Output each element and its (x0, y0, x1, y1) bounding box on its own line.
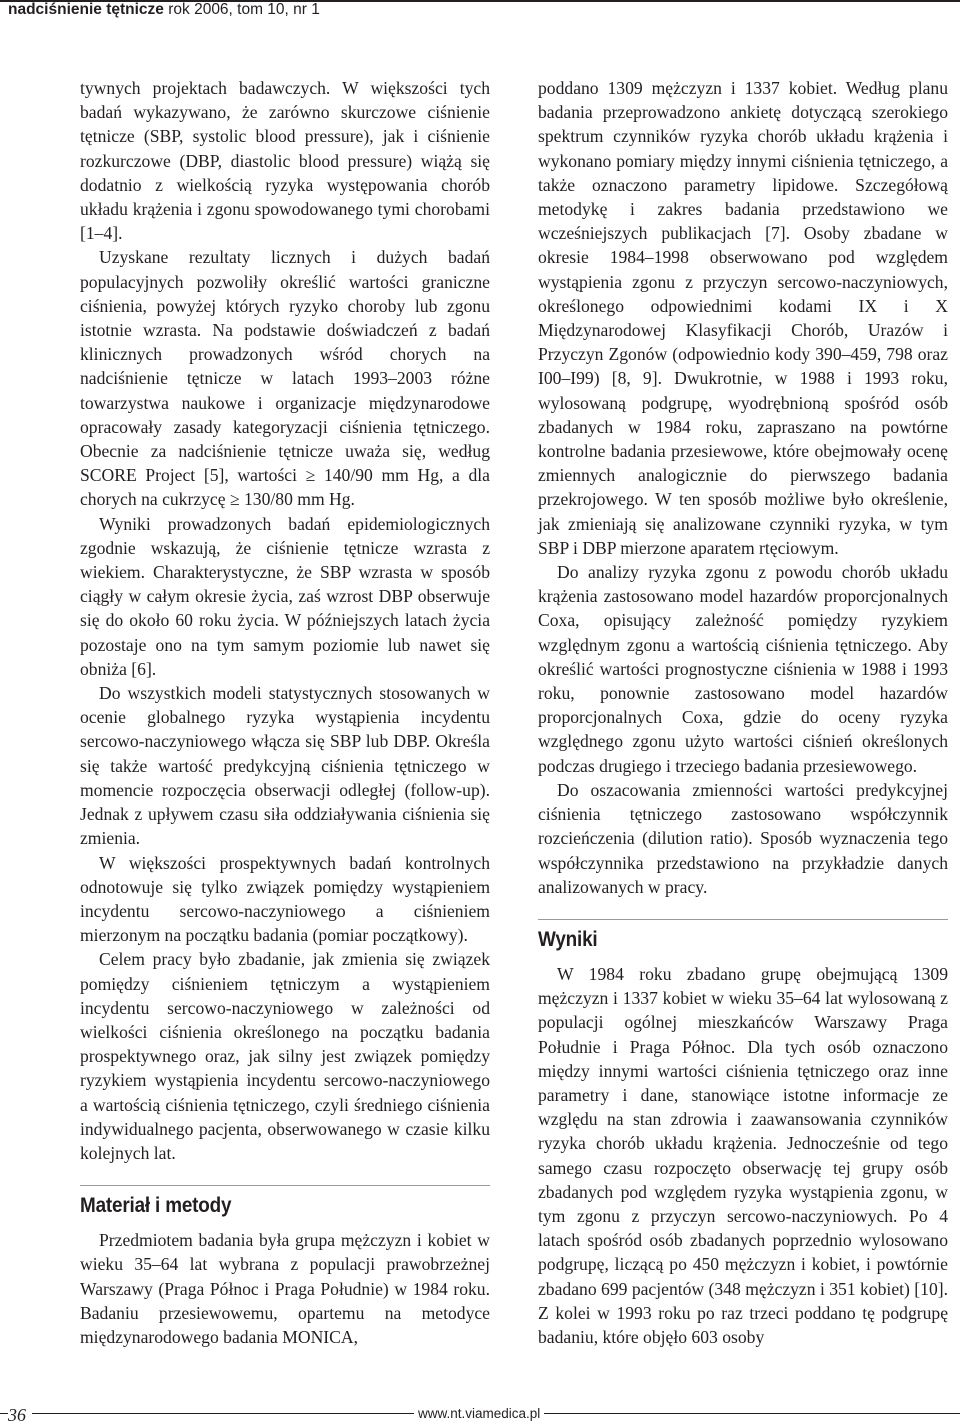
paragraph: Do analizy ryzyka zgonu z powodu chorób układu krążenia zastosowano model hazardów proporcjonalnych Coxa, opisujący zależność pomiędzy ryzykiem względnym zgonu a wartością ciśnienia tętniczego. Aby określić wartości prognostyczne ciśnienia w 1988 i 1993 roku, ponownie zastosowano model hazardów proporcjonalnych Coxa, gdzie do oceny ryzyka względnego zgonu użyto wartości ciśnień określonych podczas drugiego i trzeciego badania przesiewowego. (538, 562, 948, 776)
paragraph: Celem pracy było zbadanie, jak zmienia się związek pomiędzy ciśnieniem tętniczym a wystąpieniem incydentu sercowo-naczyniowego w zależności od wielkości ciśnienia określonego na początku badania prospektywnego oraz, jak silny jest związek pomiędzy ryzykiem wystąpienia incydentu sercowo-naczyniowego a wartością ciśnienia tętniczego, czyli średniego ciśnienia indywidualnego pacjenta, obserwowanego w czasie kilku kolejnych lat. (80, 949, 490, 1163)
paragraph: tywnych projektach badawczych. W większości tych badań wykazywano, że zarówno skurczowe ciśnienie tętnicze (SBP, systolic blood pressure), jak i ciśnienie rozkurczowe (DBP, diastolic blood pressure) wiążą się dodatnio z wielkością ryzyka występowania chorób układu krążenia i zgonu spowodowanego tymi chorobami [1–4]. (80, 78, 490, 244)
journal-volume: rok 2006, tom 10, nr 1 (168, 1, 320, 18)
left-column (80, 76, 490, 1349)
paragraph: Wyniki prowadzonych badań epidemiologicznych zgodnie wskazują, że ciśnienie tętnicze wzrasta z wiekiem. Charakterystyczne, że SBP wzrasta w sposób ciągły w całym okresie życia, zaś wzrost DBP obserwuje się do około 60 roku życia. W późniejszych latach życia pozostaje ono na tym samym poziomie lub nawet się obniża [6]. (80, 513, 490, 679)
right-column (538, 76, 948, 1349)
section-materials-methods (80, 1185, 490, 1349)
running-head (8, 1, 320, 19)
section-title: Wyniki (538, 927, 598, 951)
section-results (538, 919, 948, 1349)
footer-url: www.nt.viamedica.pl (414, 1406, 544, 1421)
paragraph: Do wszystkich modeli statystycznych stosowanych w ocenie globalnego ryzyka wystąpienia incydentu sercowo-naczyniowego włącza się SBP lub DBP. Określa się także wartość predykcyjną ciśnienia tętniczego w momencie rozpoczęcia obserwacji odległej (follow-up). Jednak z upływem czasu siła oddziaływania ciśnienia się zmienia. (80, 683, 490, 849)
journal-title: nadciśnienie tętnicze (8, 1, 164, 18)
paragraph: poddano 1309 mężczyzn i 1337 kobiet. Według planu badania przeprowadzono ankietę dotyczącą szerokiego spektrum czynników ryzyka chorób układu krążenia i wykonano pomiary między innymi ciśnienia tętniczego, a także oznaczono parametry lipidowe. Szczegółową metodykę i zakres badania przedstawiono we wcześniejszych publikacjach [7]. Osoby zbadane w okresie 1984–1998 obserwowano pod względem wystąpienia zgonu z przyczyn sercowo-naczyniowych, określonego odpowiednimi kodami IX i X Międzynarodowej Klasyfikacji Chorób, Urazów i Przyczyn Zgonów (odpowiednio kody 390–459, 798 oraz I00–I99) [8, 9]. Dwukrotnie, w 1988 i 1993 roku, wylosowaną podgrupę, wyodrębnioną spośród osób zbadanych w 1984 roku, zapraszano na powtórne kontrolne badania przesiewowe, które obejmowały ocenę zmiennych analogicznie do pierwszego badania przekrojowego. W ten sposób możliwe było określenie, jak zmieniają się analizowane czynniki ryzyka, w tym SBP i DBP mierzone aparatem rtęciowym. (538, 78, 948, 558)
paragraph: Do oszacowania zmienności wartości predykcyjnej ciśnienia tętniczego zastosowano współczynnik rozcieńczenia (dilution ratio). Sposób wyznaczenia tego współczynnika przedstawiono na przykładzie danych analizowanych w pracy. (538, 779, 948, 897)
running-header (0, 0, 960, 22)
paragraph: Przedmiotem badania była grupa mężczyzn i kobiet w wieku 35–64 lat wybrana z populacji prawobrzeżnej Warszawy (Praga Północ i Praga Południe) w 1984 roku. Badaniu przesiewowemu, opartemu na metodyce międzynarodowego badania MONICA, (80, 1230, 490, 1347)
page-number: 36 (8, 1405, 32, 1426)
section-title: Materiał i metody (80, 1194, 232, 1218)
paragraph: W 1984 roku zbadano grupę obejmującą 1309 mężczyzn i 1337 kobiet w wieku 35–64 lat wylosowaną z populacji ogólnej mieszkańców Warszawy Praga Południe i Praga Północ. Dla tych osób oznaczono między innymi wartości ciśnienia tętniczego oraz inne parametry i dane, stanowiące istotne informacje ze względu na stan zdrowia i zaawansowania czynników ryzyka chorób układu krążenia. Jednocześnie od tego samego czasu rozpoczęto obserwację tej grupy osób zbadanych pod względem ryzyka wystąpienia zgonu, w tym zgonu z przyczyn sercowo-naczyniowych. Po 4 latach spośród osób zbadanych poprzednio wylosowano podgrupę, liczącą po 450 mężczyzn i kobiet, i powtórnie zbadano 699 pacjentów (348 mężczyzn i 351 kobiet) [10]. Z kolei w 1993 roku po raz trzeci poddano tę podgrupę badaniu, które objęło 603 osoby (538, 963, 948, 1347)
paragraph: Uzyskane rezultaty licznych i dużych badań populacyjnych pozwoliły określić wartości graniczne ciśnienia, powyżej których ryzyko choroby lub zgonu istotnie wzrasta. Na podstawie doświadczeń z badań klinicznych prowadzonych wśród chorych na nadciśnienie tętnicze w latach 1993–2003 różne towarzystwa naukowe i organizacje międzynarodowe opracowały zasady kategoryzacji ciśnienia tętniczego. Obecnie za nadciśnienie tętnicze uważa się, według SCORE Project [5], wartości ≥ 140/90 mm Hg, a dla chorych na cukrzycę ≥ 130/80 mm Hg. (80, 247, 490, 510)
paragraph: W większości prospektywnych badań kontrolnych odnotowuje się tylko związek pomiędzy wystąpieniem incydentu sercowo-naczyniowego a ciśnieniem mierzonym na początku badania (pomiar początkowy). (80, 852, 490, 946)
